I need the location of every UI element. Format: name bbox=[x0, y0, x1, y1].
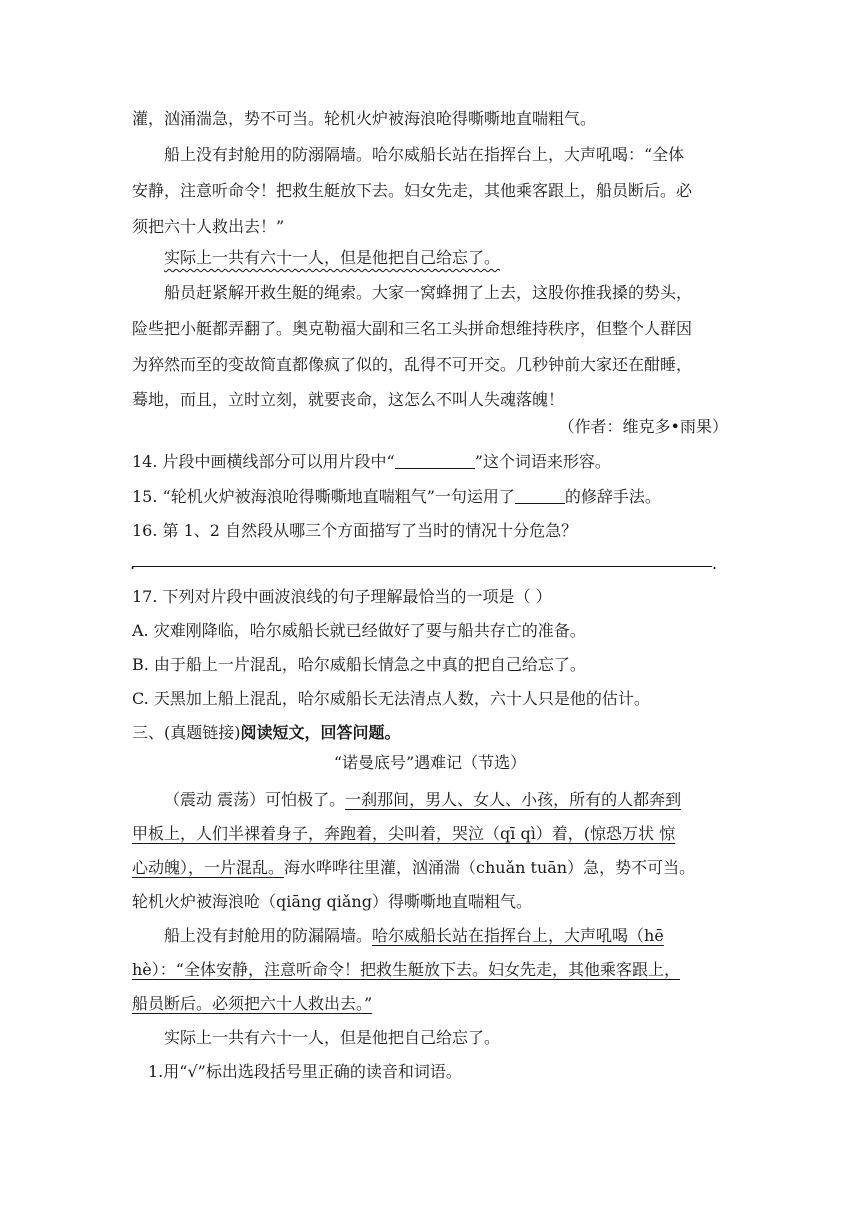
passage-line bbox=[164, 789, 681, 811]
section-heading bbox=[132, 722, 401, 744]
option-c: C. 天黑加上船上混乱，哈尔威船长无法清点人数，六十人只是他的估计。 bbox=[132, 689, 650, 708]
answer-line-dot: . bbox=[130, 554, 136, 573]
passage-line: 灌，汹涌湍急，势不可当。轮机火炉被海浪呛得嘶嘶地直喘粗气。 bbox=[132, 109, 597, 128]
question-14-text-a: 14. 片段中画横线部分可以用片段中“ bbox=[132, 452, 395, 471]
question-15-text-b: 的修辞手法。 bbox=[564, 487, 661, 506]
wavy-sentence-line bbox=[164, 247, 500, 269]
option-b: B. 由于船上一片混乱，哈尔威船长情急之中真的把自己给忘了。 bbox=[132, 655, 586, 674]
question-14-text-b: ”这个词语来形容。 bbox=[474, 452, 611, 471]
question-15-text-a: 15. “轮机火炉被海浪呛得嘶嘶地直喘粗气”一句运用了 bbox=[132, 487, 515, 506]
passage-line: 须把六十人救出去！” bbox=[132, 217, 285, 236]
question-1: 1.用“√”标出选段括号里正确的读音和词语。 bbox=[148, 1062, 462, 1081]
answer-blank[interactable] bbox=[395, 452, 475, 469]
question-17: 17. 下列对片段中画波浪线的句子理解最恰当的一项是（ ） bbox=[132, 587, 552, 606]
option-a: A. 灾难刚降临，哈尔威船长就已经做好了要与船共存亡的准备。 bbox=[132, 621, 586, 640]
underlined-text: 一刹那间，男人、女人、小孩，所有的人都奔到 bbox=[345, 790, 682, 809]
passage-line: 为猝然而至的变故简直都像疯了似的，乱得不可开交。几秒钟前大家还在酣睡， bbox=[132, 355, 693, 374]
underlined-passage-line: hè）：“全体安静，注意听命令！把救生艇放下去。妇女先走，其他乘客跟上， bbox=[132, 960, 680, 979]
passage-line: 安静，注意听命令！把救生艇放下去。妇女先走，其他乘客跟上，船员断后。必 bbox=[132, 181, 693, 200]
passage-line-text: 船上没有封舱用的防漏隔墙。 bbox=[164, 926, 373, 945]
underlined-passage-line: 船员断后。必须把六十人救出去。” bbox=[132, 994, 373, 1013]
author-credit: （作者：维克多•雨果） bbox=[558, 417, 728, 436]
underlined-text: 心动魄），一片混乱。 bbox=[132, 858, 285, 877]
question-14 bbox=[132, 451, 611, 473]
answer-line[interactable] bbox=[132, 566, 712, 567]
passage-line: 船上没有封舱用的防溺隔墙。哈尔威船长站在指挥台上，大声吼喝：“全体 bbox=[164, 145, 685, 164]
answer-line-dot: . bbox=[712, 554, 718, 573]
answer-blank[interactable] bbox=[515, 487, 565, 504]
passage-line: 船员赶紧解开救生艇的绳索。大家一窝蜂拥了上去，这股你推我搡的势头， bbox=[164, 283, 693, 302]
passage-line-text: 海水哗哗往里灌，汹涌湍（chuǎn tuān）急，势不可当。 bbox=[284, 858, 696, 877]
question-16: 16. 第 1、2 自然段从哪三个方面描写了当时的情况十分危急？ bbox=[132, 521, 578, 540]
underlined-text: 哈尔威船长站在指挥台上，大声吼喝（hē bbox=[372, 926, 664, 945]
passage-title: “诺曼底号”遇难记（节选） bbox=[333, 753, 527, 772]
underlined-passage-line: 甲板上，人们半裸着身子，奔跑着，尖叫着，哭泣（qī qì）着，(惊恐万状 惊 bbox=[132, 824, 676, 843]
wavy-underlined-sentence: 实际上一共有六十一人，但是他把自己给忘了。 bbox=[164, 248, 501, 267]
section-heading-instruction: 阅读短文，回答问题。 bbox=[240, 723, 401, 742]
section-heading-prefix: 三、(真题链接) bbox=[132, 723, 241, 742]
passage-line: 蓦地，而且，立时立刻，就要丧命，这怎么不叫人失魂落魄！ bbox=[132, 390, 565, 409]
passage-line bbox=[132, 857, 695, 879]
passage-line: 险些把小艇都弄翻了。奥克勒福大副和三名工头拼命想维持秩序，但整个人群因 bbox=[132, 319, 693, 338]
passage-line bbox=[164, 925, 664, 947]
passage-line: 实际上一共有六十一人，但是他把自己给忘了。 bbox=[164, 1028, 501, 1047]
passage-line-text: （震动 震荡）可怕极了。 bbox=[164, 790, 346, 809]
passage-line: 轮机火炉被海浪呛（qiāng qiǎng）得嘶嘶地直喘粗气。 bbox=[132, 892, 532, 911]
question-15 bbox=[132, 486, 661, 508]
